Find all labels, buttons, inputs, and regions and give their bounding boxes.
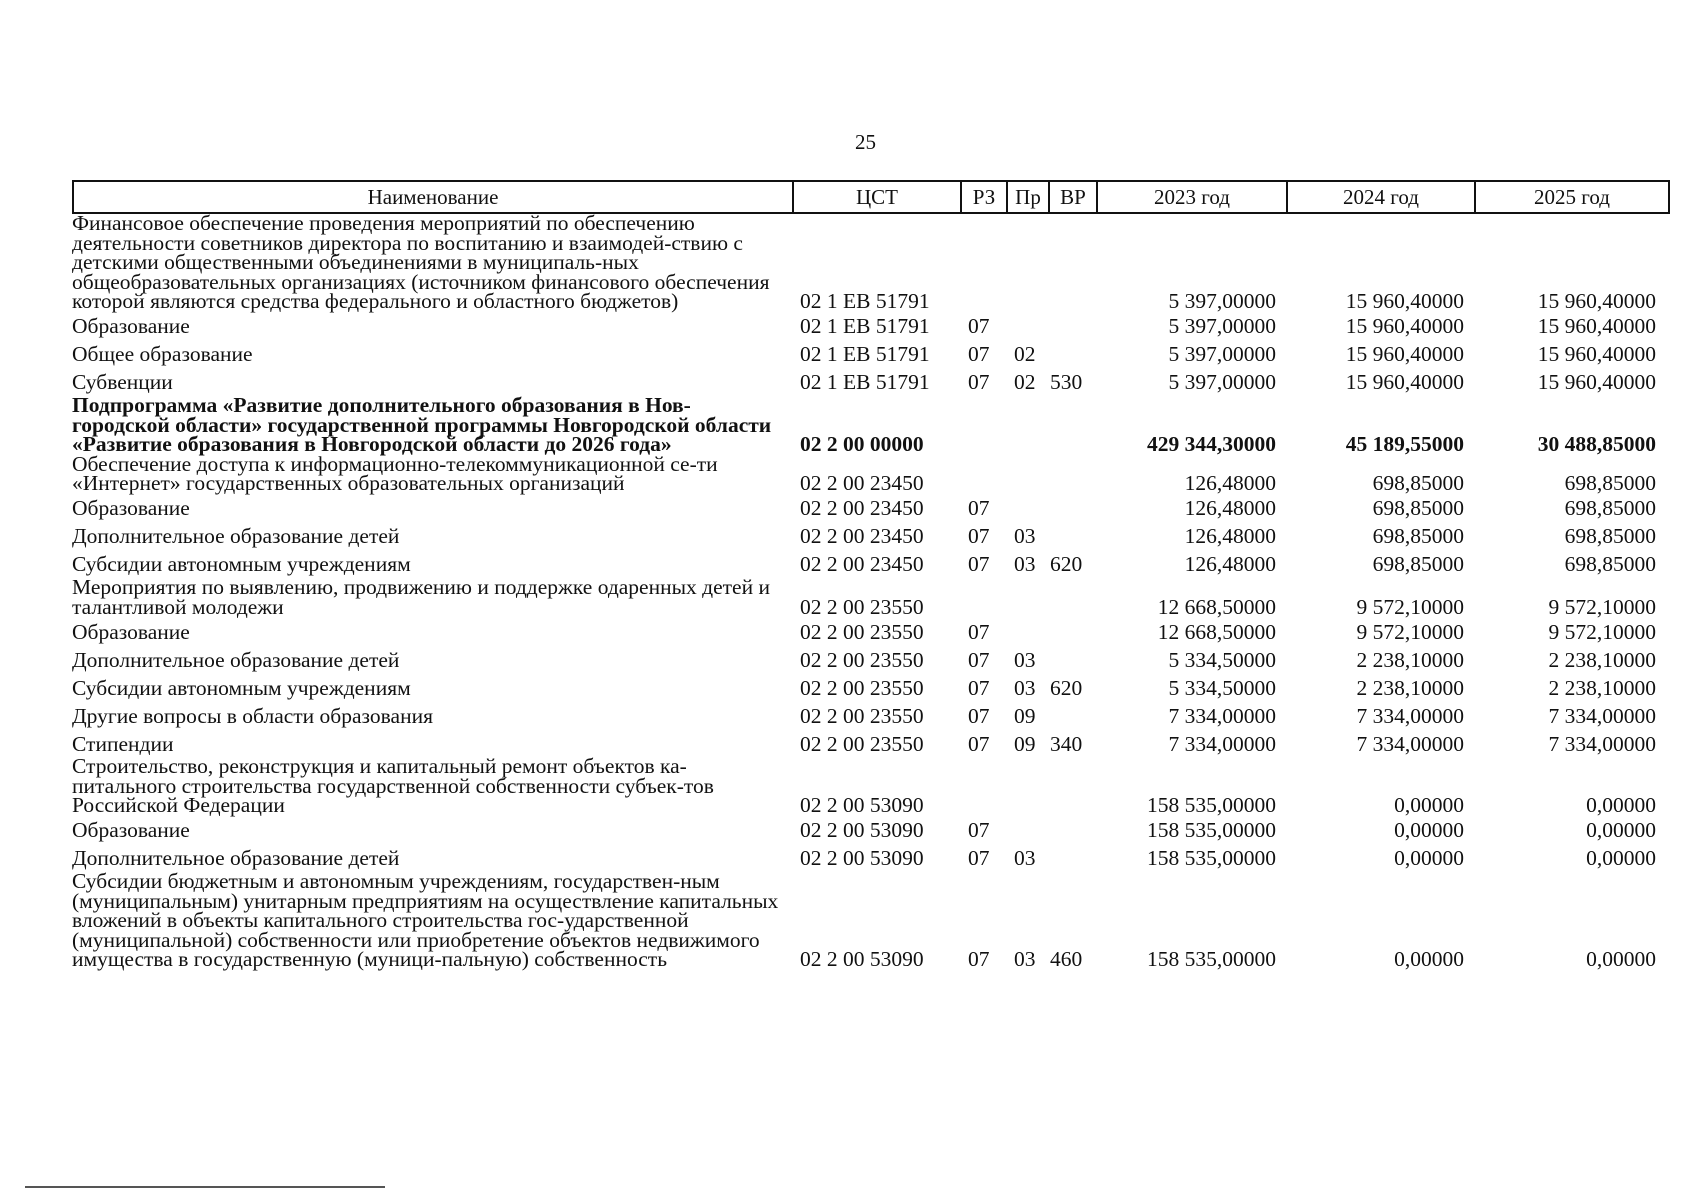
cell-2024: 698,85000 — [1372, 496, 1464, 521]
cell-2023: 5 397,00000 — [1168, 289, 1276, 314]
cell-2025: 15 960,40000 — [1537, 370, 1656, 395]
cell-pr — [1006, 337, 1048, 340]
cell-rz: 07 — [968, 647, 990, 672]
cell-2023: 7 334,00000 — [1168, 703, 1276, 728]
cell-rz: 07 — [968, 314, 990, 339]
cell-2023: 7 334,00000 — [1168, 731, 1276, 756]
cell-rz: 07 — [968, 496, 990, 521]
cell-2023: 158 535,00000 — [1147, 947, 1276, 972]
cell-rz: 07 — [968, 370, 990, 395]
cell-2023: 5 334,50000 — [1168, 647, 1276, 672]
table-row — [72, 645, 1670, 673]
cell-name: Обеспечение доступа к информационно-телекоммуникационной се-ти «Интернет» государственных образовательных организаций — [72, 451, 718, 496]
cell-pr: 03 — [1014, 524, 1036, 549]
cell-2024: 698,85000 — [1372, 471, 1464, 496]
cell-cst: 02 2 00 23550 — [800, 675, 924, 700]
cell-2025: 15 960,40000 — [1537, 342, 1656, 367]
cell-cst: 02 2 00 53090 — [800, 793, 924, 818]
table-row — [72, 211, 1670, 314]
cell-vr: 340 — [1050, 731, 1083, 756]
table-row — [72, 340, 1670, 368]
cell-name: Дополнительное образование детей — [72, 846, 400, 871]
cell-cst: 02 2 00 53090 — [800, 818, 924, 843]
cell-cst: 02 2 00 23550 — [800, 731, 924, 756]
cell-2023: 12 668,50000 — [1157, 619, 1276, 644]
cell-name: Образование — [72, 818, 190, 843]
cell-2024: 698,85000 — [1372, 524, 1464, 549]
cell-name: Мероприятия по выявлению, продвижению и поддержке одаренных детей и талантливой молодежи — [72, 574, 770, 619]
cell-2024: 2 238,10000 — [1356, 647, 1464, 672]
cell-2025: 2 238,10000 — [1548, 647, 1656, 672]
cell-name: Стипендии — [72, 731, 174, 756]
cell-2024: 9 572,10000 — [1356, 594, 1464, 619]
cell-2023: 126,48000 — [1184, 496, 1276, 521]
cell-2024: 0,00000 — [1394, 846, 1464, 871]
cell-name: Дополнительное образование детей — [72, 524, 400, 549]
cell-rz: 07 — [968, 703, 990, 728]
cell-vr: 460 — [1050, 947, 1083, 972]
cell-2023: 5 397,00000 — [1168, 342, 1276, 367]
cell-cst: 02 2 00 00000 — [800, 432, 924, 457]
cell-2025: 9 572,10000 — [1548, 594, 1656, 619]
cell-2025: 7 334,00000 — [1548, 731, 1656, 756]
cell-vr — [1048, 841, 1096, 844]
cell-vr — [1048, 642, 1096, 645]
cell-2024: 7 334,00000 — [1356, 731, 1464, 756]
cell-name: Финансовое обеспечение проведения мероприятий по обеспечению деятельности советников директора по воспитанию и взаимодей-ствию с детскими общественными объединениями в муниципаль-ных общеобразовательных организациях (источником финансового обеспечения которой являются средства федерального и областного бюджетов) — [72, 211, 770, 314]
cell-vr — [1048, 726, 1096, 729]
cell-cst: 02 2 00 23450 — [800, 524, 924, 549]
cell-2024: 15 960,40000 — [1345, 342, 1464, 367]
header-2023: 2023 год — [1098, 182, 1288, 212]
cell-pr: 02 — [1014, 342, 1036, 367]
cell-rz: 07 — [968, 731, 990, 756]
cell-name: Общее образование — [72, 342, 253, 367]
cell-2025: 30 488,85000 — [1537, 432, 1656, 457]
table-row — [72, 368, 1670, 396]
cell-2025: 2 238,10000 — [1548, 675, 1656, 700]
cell-2024: 7 334,00000 — [1356, 703, 1464, 728]
cell-name: Подпрограмма «Развитие дополнительного образования в Нов-городской области» государственной программы Новгородской области «Развитие образования в Новгородской области до 2026 года» — [72, 392, 772, 457]
cell-rz: 07 — [968, 552, 990, 577]
cell-2023: 5 397,00000 — [1168, 370, 1276, 395]
header-2024: 2024 год — [1288, 182, 1476, 212]
cell-rz: 07 — [968, 524, 990, 549]
cell-cst: 02 2 00 23550 — [800, 594, 924, 619]
cell-name: Субсидии бюджетным и автономным учреждениям, государствен-ным (муниципальным) унитарным предприятиям на осуществление капитальных вложений в объекты капитального строительства гос-ударственной (муниципальной) собственности или приобретение объектов недвижимого имущества в государственную (муници-пальную) собственность — [72, 868, 779, 972]
table-row — [72, 844, 1670, 872]
cell-pr: 03 — [1014, 947, 1036, 972]
cell-cst: 02 1 ЕВ 51791 — [800, 289, 930, 314]
cell-vr — [1048, 670, 1096, 673]
cell-cst: 02 1 ЕВ 51791 — [800, 370, 930, 395]
cell-2023: 158 535,00000 — [1147, 818, 1276, 843]
cell-vr — [1048, 365, 1096, 368]
cell-2024: 0,00000 — [1394, 818, 1464, 843]
cell-pr: 03 — [1014, 846, 1036, 871]
cell-name: Дополнительное образование детей — [72, 647, 400, 672]
cell-2024: 15 960,40000 — [1345, 370, 1464, 395]
cell-2023: 5 397,00000 — [1168, 314, 1276, 339]
table-row — [72, 673, 1670, 701]
cell-2023: 12 668,50000 — [1157, 594, 1276, 619]
cell-vr: 530 — [1050, 370, 1083, 395]
cell-rz: 07 — [968, 619, 990, 644]
cell-2024: 45 189,55000 — [1345, 432, 1464, 457]
header-vr: ВР — [1050, 182, 1098, 212]
cell-vr — [1048, 869, 1096, 872]
table-row — [72, 494, 1670, 522]
cell-2024: 15 960,40000 — [1345, 314, 1464, 339]
cell-2024: 698,85000 — [1372, 552, 1464, 577]
cell-2023: 126,48000 — [1184, 552, 1276, 577]
cell-rz: 07 — [968, 846, 990, 871]
cell-name: Строительство, реконструкция и капитальный ремонт объектов ка-питального строительства государственной собственности субъек-тов Российской Федерации — [72, 754, 714, 818]
cell-cst: 02 2 00 53090 — [800, 947, 924, 972]
cell-vr — [1048, 337, 1096, 340]
cell-2024: 9 572,10000 — [1356, 619, 1464, 644]
cell-2023: 126,48000 — [1184, 524, 1276, 549]
cell-name: Субсидии автономным учреждениям — [72, 552, 411, 577]
table-row — [72, 392, 1670, 457]
cell-2025: 7 334,00000 — [1548, 703, 1656, 728]
cell-pr: 03 — [1014, 647, 1036, 672]
cell-cst: 02 2 00 53090 — [800, 846, 924, 871]
cell-2025: 698,85000 — [1564, 524, 1656, 549]
cell-name: Образование — [72, 619, 190, 644]
cell-cst: 02 1 ЕВ 51791 — [800, 342, 930, 367]
cell-2023: 158 535,00000 — [1147, 793, 1276, 818]
header-pr: Пр — [1008, 182, 1050, 212]
cell-name: Образование — [72, 314, 190, 339]
header-rz: РЗ — [962, 182, 1008, 212]
table-row — [72, 451, 1670, 496]
cell-2023: 158 535,00000 — [1147, 846, 1276, 871]
cell-2025: 15 960,40000 — [1537, 289, 1656, 314]
table-header — [72, 180, 1670, 214]
cell-2023: 429 344,30000 — [1147, 432, 1276, 457]
table-row — [72, 550, 1670, 578]
cell-cst: 02 2 00 23550 — [800, 647, 924, 672]
cell-name: Субвенции — [72, 370, 173, 395]
cell-cst: 02 2 00 23450 — [800, 471, 924, 496]
cell-cst: 02 2 00 23450 — [800, 552, 924, 577]
cell-pr — [1006, 841, 1048, 844]
cell-pr — [1006, 642, 1048, 645]
cell-cst: 02 1 ЕВ 51791 — [800, 314, 930, 339]
footer-divider — [25, 1186, 385, 1188]
cell-name: Образование — [72, 496, 190, 521]
table-row — [72, 754, 1670, 818]
table-row — [72, 701, 1670, 729]
cell-cst: 02 2 00 23550 — [800, 703, 924, 728]
cell-2024: 2 238,10000 — [1356, 675, 1464, 700]
page-number: 25 — [855, 130, 876, 154]
cell-rz: 07 — [968, 342, 990, 367]
cell-vr: 620 — [1050, 552, 1083, 577]
cell-pr: 09 — [1014, 703, 1036, 728]
table-row — [72, 868, 1670, 972]
cell-rz: 07 — [968, 818, 990, 843]
cell-cst: 02 2 00 23450 — [800, 496, 924, 521]
cell-vr: 620 — [1050, 675, 1083, 700]
cell-name: Другие вопросы в области образования — [72, 703, 433, 728]
cell-vr — [1048, 519, 1096, 522]
cell-2025: 698,85000 — [1564, 552, 1656, 577]
cell-2024: 0,00000 — [1394, 793, 1464, 818]
header-2025: 2025 год — [1534, 184, 1610, 209]
header-name: Наименование — [74, 182, 794, 212]
cell-vr — [1048, 547, 1096, 550]
cell-2025: 698,85000 — [1564, 496, 1656, 521]
cell-2025: 698,85000 — [1564, 471, 1656, 496]
table-body — [72, 211, 1670, 972]
cell-pr: 03 — [1014, 675, 1036, 700]
cell-pr: 02 — [1014, 370, 1036, 395]
cell-2024: 0,00000 — [1394, 947, 1464, 972]
table-row — [72, 522, 1670, 550]
budget-table — [72, 180, 1670, 970]
cell-pr: 09 — [1014, 731, 1036, 756]
cell-pr — [1006, 519, 1048, 522]
cell-2025: 0,00000 — [1586, 793, 1656, 818]
table-row — [72, 312, 1670, 340]
cell-2025: 0,00000 — [1586, 846, 1656, 871]
cell-2025: 9 572,10000 — [1548, 619, 1656, 644]
cell-cst: 02 2 00 23550 — [800, 619, 924, 644]
cell-2024: 15 960,40000 — [1345, 289, 1464, 314]
cell-2023: 126,48000 — [1184, 471, 1276, 496]
cell-2025: 15 960,40000 — [1537, 314, 1656, 339]
table-row — [72, 729, 1670, 757]
cell-rz: 07 — [968, 947, 990, 972]
cell-2025: 0,00000 — [1586, 818, 1656, 843]
table-row — [72, 617, 1670, 645]
table-row — [72, 816, 1670, 844]
cell-pr: 03 — [1014, 552, 1036, 577]
table-row — [72, 574, 1670, 619]
cell-rz: 07 — [968, 675, 990, 700]
header-cst: ЦСТ — [794, 182, 962, 212]
cell-name: Субсидии автономным учреждениям — [72, 675, 411, 700]
cell-2025: 0,00000 — [1586, 947, 1656, 972]
cell-2023: 5 334,50000 — [1168, 675, 1276, 700]
